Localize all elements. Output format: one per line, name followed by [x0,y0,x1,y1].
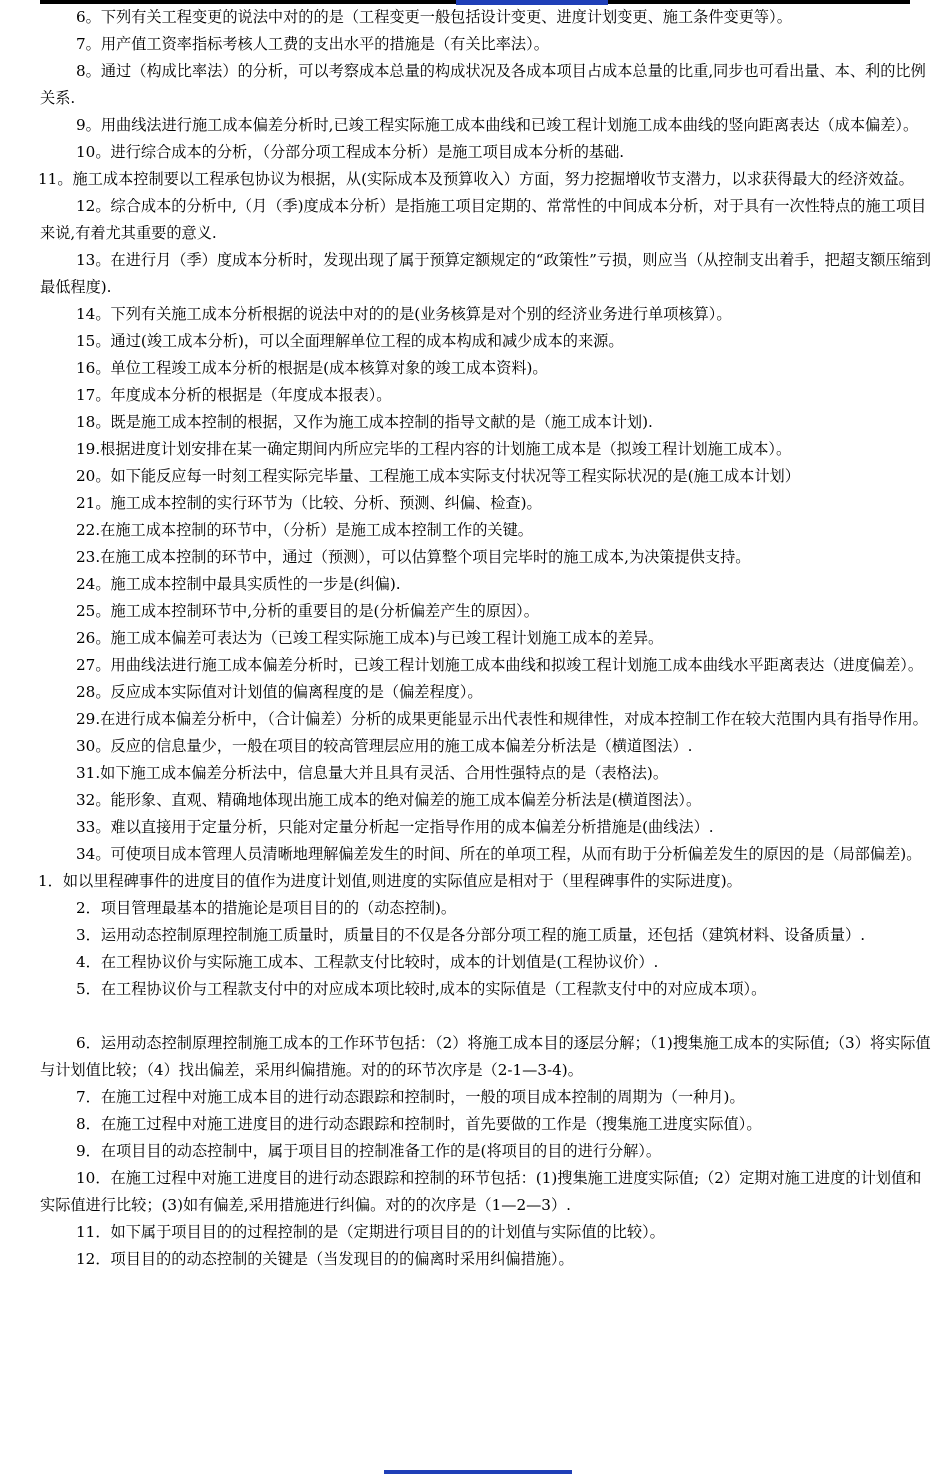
paragraph: 31.如下施工成本偏差分析法中，信息量大并且具有灵活、合用性强特点的是（表格法)。 [76,764,669,782]
paragraph: 7。用产值工资率指标考核人工费的支出水平的措施是（有关比率法）。 [76,35,549,53]
paragraph: 32。能形象、直观、精确地体现出施工成本的绝对偏差的施工成本偏差分析法是(横道图法）。 [76,791,702,809]
paragraph: 30。反应的信息量少，一般在项目的较高管理层应用的施工成本偏差分析法是（横道图法）. [76,737,693,755]
paragraph: 13。在进行月（季）度成本分析时，发现出现了属于预算定额规定的“政策性”亏损，则应当（从控制支出着手，把超支额压缩到最低程度). [40,251,931,296]
paragraph: 24。施工成本控制中最具实质性的一步是(纠偏). [76,575,401,593]
paragraph: 1．如以里程碑事件的进度目的值作为进度计划值,则进度的实际值应是相对于（里程碑事件的实际进度)。 [38,872,742,890]
paragraph: 25。施工成本控制环节中,分析的重要目的是(分析偏差产生的原因）。 [76,602,539,620]
paragraph: 20。如下能反应每一时刻工程实际完毕量、工程施工成本实际支付状况等工程实际状况的是(施工成本计划） [76,467,800,485]
paragraph: 5．在工程协议价与工程款支付中的对应成本项比较时,成本的实际值是（工程款支付中的对应成本项）。 [76,980,767,998]
blank-line [40,1003,932,1030]
paragraph: 14。下列有关施工成本分析根据的说法中对的的是(业务核算是对个别的经济业务进行单项核算）。 [76,305,732,323]
paragraph: 8．在施工过程中对施工进度目的进行动态跟踪和控制时，首先要做的工作是（搜集施工进度实际值）。 [76,1115,762,1133]
paragraph: 9。用曲线法进行施工成本偏差分析时,已竣工程实际施工成本曲线和已竣工程计划施工成本曲线的竖向距离表达（成本偏差）。 [76,116,919,134]
paragraph: 28。反应成本实际值对计划值的偏离程度的是（偏差程度）。 [76,683,483,701]
paragraph: 11．如下属于项目目的的过程控制的是（定期进行项目目的的计划值与实际值的比较）。 [76,1223,665,1241]
paragraph: 11。施工成本控制要以工程承包协议为根据，从(实际成本及预算收入）方面，努力挖掘增收节支潜力，以求获得最大的经济效益。 [38,170,914,188]
paragraph: 8。通过（构成比率法）的分析，可以考察成本总量的构成状况及各成本项目占成本总量的比重,同步也可看出量、本、利的比例关系. [40,62,926,107]
paragraph: 9．在项目目的动态控制中，属于项目目的控制准备工作的是(将项目的目的进行分解）。 [76,1142,662,1160]
paragraph: 18。既是施工成本控制的根据，又作为施工成本控制的指导文献的是（施工成本计划). [76,413,653,431]
paragraph: 4．在工程协议价与实际施工成本、工程款支付比较时，成本的计划值是(工程协议价）. [76,953,659,971]
paragraph: 3．运用动态控制原理控制施工质量时，质量目的不仅是各分部分项工程的施工质量，还包括（建筑材料、设备质量）. [76,926,866,944]
paragraph: 16。单位工程竣工成本分析的根据是(成本核算对象的竣工成本资料)。 [76,359,548,377]
paragraph: 19.根据进度计划安排在某一确定期间内所应完毕的工程内容的计划施工成本是（拟竣工程计划施工成本）。 [76,440,792,458]
paragraph: 21。施工成本控制的实行环节为（比较、分析、预测、纠偏、检查)。 [76,494,542,512]
paragraph: 15。通过(竣工成本分析)，可以全面理解单位工程的成本构成和减少成本的来源。 [76,332,624,350]
paragraph: 34。可使项目成本管理人员清晰地理解偏差发生的时间、所在的单项工程，从而有助于分析偏差发生的原因的是（局部偏差)。 [76,845,922,863]
paragraph: 6．运用动态控制原理控制施工成本的工作环节包括：（2）将施工成本目的逐层分解；（1)搜集施工成本的实际值;（3）将实际值与计划值比较；（4）找出偏差，采用纠偏措施。对的的环节次序是（2-1—3-4)。 [40,1034,931,1079]
paragraph: 17。年度成本分析的根据是（年度成本报表）。 [76,386,392,404]
paragraph: 29.在进行成本偏差分析中，（合计偏差）分析的成果更能显示出代表性和规律性，对成本控制工作在较大范围内具有指导作用。 [76,710,928,728]
paragraph: 12。综合成本的分析中,（月（季)度成本分析）是指施工项目定期的、常常性的中间成本分析，对于具有一次性特点的施工项目来说,有着尤其重要的意义. [40,197,927,242]
paragraph: 7．在施工过程中对施工成本目的进行动态跟踪和控制时，一般的项目成本控制的周期为（一种月)。 [76,1088,745,1106]
paragraph: 23.在施工成本控制的环节中，通过（预测），可以估算整个项目完毕时的施工成本,为决策提供支持。 [76,548,751,566]
paragraph: 10。进行综合成本的分析，（分部分项工程成本分析）是施工项目成本分析的基础. [76,143,625,161]
paragraph: 10．在施工过程中对施工进度目的进行动态跟踪和控制的环节包括：(1)搜集施工进度实际值;（2）定期对施工进度的计划值和实际值进行比较；(3)如有偏差,采用措施进行纠偏。对的的次序是（1—2—3）. [40,1169,922,1214]
paragraph: 26。施工成本偏差可表达为（已竣工程实际施工成本)与已竣工程计划施工成本的差异。 [76,629,664,647]
paragraph: 22.在施工成本控制的环节中，（分析）是施工成本控制工作的关键。 [76,521,533,539]
paragraph: 6。下列有关工程变更的说法中对的的是（工程变更一般包括设计变更、进度计划变更、施工条件变更等）。 [76,8,792,26]
paragraph: 27。用曲线法进行施工成本偏差分析时，已竣工程计划施工成本曲线和拟竣工程计划施工成本曲线水平距离表达（进度偏差）。 [76,656,924,674]
footer-blue-mark [384,1470,572,1474]
paragraph: 2．项目管理最基本的措施论是项目目的的（动态控制)。 [76,899,457,917]
paragraph: 12．项目目的的动态控制的关键是（当发现目的的偏离时采用纠偏措施）。 [76,1250,574,1268]
document-body [40,4,932,1273]
paragraph: 33。难以直接用于定量分析，只能对定量分析起一定指导作用的成本偏差分析措施是(曲线法）. [76,818,714,836]
